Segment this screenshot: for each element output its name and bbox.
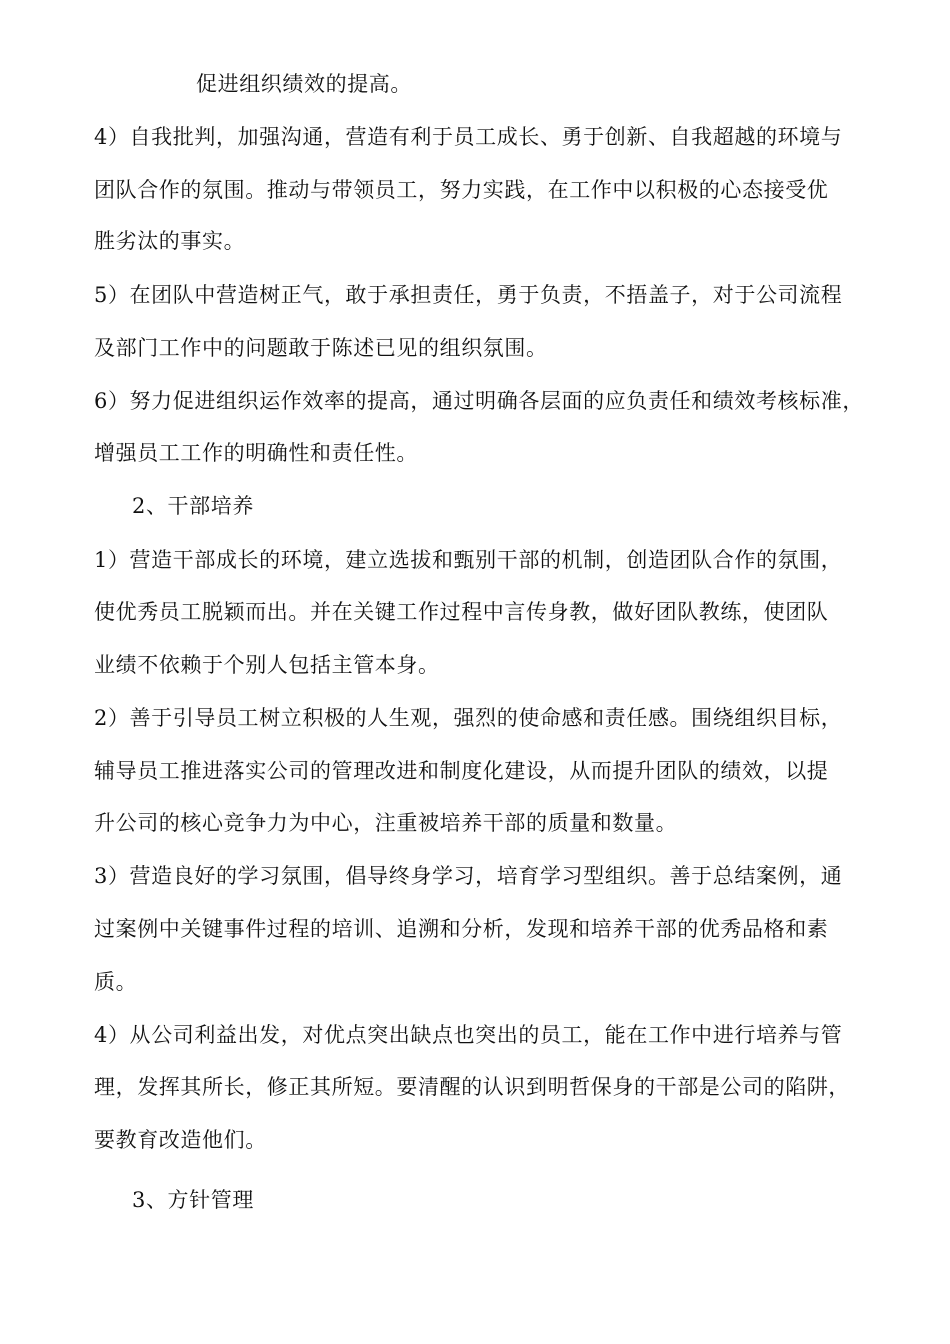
text-line: 使优秀员工脱颖而出。并在关键工作过程中言传身教，做好团队教练，使团队 [94, 600, 829, 624]
text-line: 理，发挥其所长，修正其所短。要清醒的认识到明哲保身的干部是公司的陷阱， [94, 1075, 850, 1099]
text-line: 4）自我批判，加强沟通，营造有利于员工成长、勇于创新、自我超越的环境与 [94, 125, 843, 149]
text-line: 6）努力促进组织运作效率的提高，通过明确各层面的应负责任和绩效考核标准， [94, 389, 864, 413]
text-line: 4）从公司利益出发，对优点突出缺点也突出的员工，能在工作中进行培养与管 [94, 1023, 843, 1047]
text-line: 要教育改造他们。 [94, 1128, 267, 1152]
text-line: 质。 [94, 970, 138, 994]
section-heading: 2、干部培养 [132, 494, 254, 518]
text-line: 胜劣汰的事实。 [94, 229, 246, 253]
text-line: 辅导员工推进落实公司的管理改进和制度化建设，从而提升团队的绩效，以提 [94, 759, 829, 783]
text-line: 5）在团队中营造树正气，敢于承担责任，勇于负责，不捂盖子，对于公司流程 [94, 283, 843, 307]
text-line: 促进组织绩效的提高。 [196, 72, 412, 96]
text-line: 3）营造良好的学习氛围，倡导终身学习，培育学习型组织。善于总结案例，通 [94, 864, 843, 888]
text-line: 过案例中关键事件过程的培训、追溯和分析，发现和培养干部的优秀品格和素 [94, 917, 829, 941]
text-line: 1）营造干部成长的环境，建立选拔和甄别干部的机制，创造团队合作的氛围， [94, 548, 843, 572]
text-line: 增强员工工作的明确性和责任性。 [94, 441, 418, 465]
text-line: 2）善于引导员工树立积极的人生观，强烈的使命感和责任感。围绕组织目标， [94, 706, 843, 730]
text-line: 升公司的核心竞争力为中心，注重被培养干部的质量和数量。 [94, 811, 678, 835]
text-line: 团队合作的氛围。推动与带领员工，努力实践，在工作中以积极的心态接受优 [94, 178, 829, 202]
section-heading: 3、方针管理 [132, 1188, 254, 1212]
text-line: 及部门工作中的问题敢于陈述已见的组织氛围。 [94, 336, 548, 360]
text-line: 业绩不依赖于个别人包括主管本身。 [94, 653, 440, 677]
